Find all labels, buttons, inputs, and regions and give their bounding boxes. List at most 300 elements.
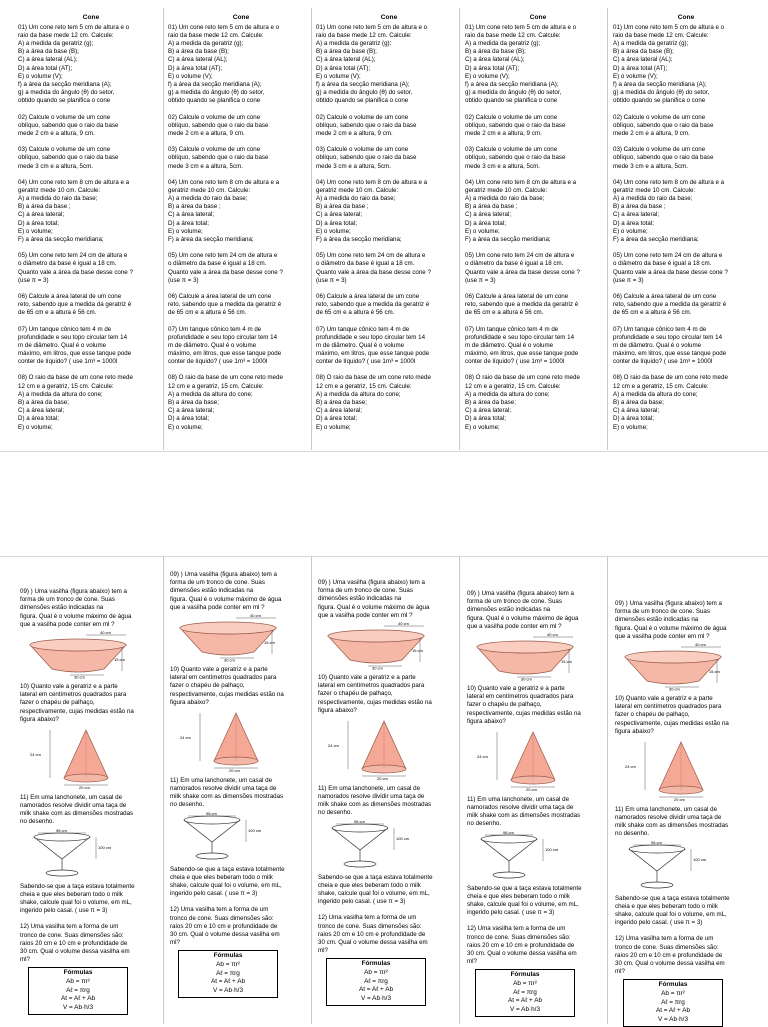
sheet-title: Cone (232, 14, 250, 21)
question-line: 04) Um cone reto tem 8 cm de altura e a (316, 178, 428, 186)
question-line: 07) Um tanque cônico tem 4 m de (613, 325, 707, 333)
question-line: C) a área lateral; (465, 211, 512, 219)
question-line: m de diâmetro. Qual é o volume (613, 341, 702, 349)
milkshake-glass-figure (176, 812, 272, 862)
question-line: E) o volume (V); (613, 72, 658, 80)
question-line: raios 20 cm e 10 cm e profundidade de (318, 930, 426, 938)
question-line: raio da base mede 12 cm. Calcule: (316, 31, 412, 39)
formula-line: Aℓ = πrg (661, 998, 685, 1006)
question-line: C) a área lateral; (168, 211, 215, 219)
question-line: 08) O raio da base de um cone reto mede (18, 374, 133, 382)
question-line: ml? (318, 947, 328, 955)
question-line: 05) Um cone reto tem 24 cm de altura e (316, 252, 426, 260)
question-line: C) a área lateral; (613, 407, 660, 415)
question-block (170, 666, 288, 707)
question-line: reto, sabendo que a medida da geratriz é (168, 301, 282, 309)
formulas-title: Fórmulas (63, 969, 93, 977)
sheet-title: Cone (82, 14, 100, 21)
question-block (465, 114, 611, 139)
height-label: 15 cm (709, 668, 720, 674)
question-line: 12) Uma vasilha tem a forma de um (20, 923, 119, 931)
formulas-box (28, 967, 128, 1014)
question-line: E) o volume; (613, 227, 648, 235)
question-line: 04) Um cone reto tem 8 cm de altura e a (465, 178, 577, 186)
milkshake-glass-figure (473, 831, 569, 881)
top-diameter-label: 40 cm (250, 613, 261, 619)
question-block (613, 114, 759, 139)
question-line: C) a área lateral; (613, 211, 660, 219)
question-line: 02) Calcule o volume de um cone (613, 113, 706, 121)
question-line: 03) Calcule o volume de um cone (316, 146, 409, 154)
question-line: figura. Qual é o volume máximo de água (318, 603, 430, 611)
question-line: dimensões estão indicadas na (170, 587, 254, 595)
top-diameter-label: 98 cm (354, 819, 365, 824)
bowl-rim (477, 641, 573, 653)
question-line: A) a medida da altura do cone; (316, 390, 401, 398)
question-line: 12) Uma vasilha tem a forma de um (318, 914, 417, 922)
question-line: 07) Um tanque cônico tem 4 m de (18, 325, 112, 333)
question-line: 03) Calcule o volume de um cone (465, 146, 558, 154)
question-line: m de diâmetro. Qual é o volume (168, 341, 257, 349)
question-line: fazer o chapéu de palhaço, (467, 701, 542, 709)
question-line: E) o volume (V); (316, 72, 361, 80)
question-line: 11) Em uma lanchonete, um casal de (615, 805, 718, 813)
question-line: 09) ) Uma vasilha (figura abaixo) tem a (170, 571, 277, 578)
question-line: A) a medida do raio da base; (465, 195, 545, 203)
question-line: figura. Qual é o volume máximo de água (170, 595, 282, 603)
question-line: B) a área da base ; (465, 203, 518, 211)
question-line: 12) Uma vasilha tem a forma de um (170, 906, 269, 914)
cone-hat-figure (621, 738, 725, 802)
question-line: figura. Qual é o volume máximo de água (615, 624, 727, 632)
question-line: raios 20 cm e 10 cm e profundidade de (615, 951, 723, 959)
base-label: 20 cm (526, 786, 537, 792)
question-block (465, 24, 611, 106)
question-line: no desenho. (467, 820, 502, 828)
question-line: de 65 cm e a altura é 56 cm. (316, 309, 395, 317)
sheet-title: Cone (677, 14, 695, 21)
question-line: conter de líquido? ( use 1m³ = 1000l (18, 358, 118, 366)
question-line: obtido quando se planifica o cone (18, 97, 111, 105)
question-line: mede 2 cm e a altura, 9 cm. (316, 129, 393, 137)
question-line: 04) Um cone reto tem 8 cm de altura e a (613, 178, 725, 186)
question-line: de 65 cm e a altura é 56 cm. (18, 309, 97, 317)
question-line: máximo, em litros, que esse tanque pode (316, 350, 430, 358)
question-line: reto, sabendo que a medida da geratriz é (613, 301, 727, 309)
question-block (318, 914, 436, 955)
glass-foot (46, 870, 78, 876)
formula-line: At = Aℓ + Ab (358, 986, 394, 994)
bottom-diameter-label: 30 cm (669, 686, 680, 691)
question-line: D) a área total; (18, 415, 59, 423)
question-block (467, 590, 585, 631)
question-block (467, 925, 585, 966)
question-line: 02) Calcule o volume de um cone (18, 113, 111, 121)
question-line: A) a medida do raio da base; (18, 195, 98, 203)
question-line: 06) Calcule a área lateral de um cone (168, 292, 272, 300)
question-line: figura abaixo? (318, 706, 357, 714)
question-block (18, 146, 164, 171)
question-line: A) a medida do raio da base; (316, 195, 396, 203)
question-line: lateral em centímetros quadrados para (467, 693, 574, 701)
question-block (613, 146, 759, 171)
question-block (18, 326, 164, 367)
column-divider (311, 556, 312, 1024)
question-line: A) a medida do raio da base; (168, 195, 248, 203)
formulas-title: Fórmulas (361, 960, 391, 968)
question-block (615, 895, 733, 928)
question-line: tronco de cone. Suas dimensões são: (615, 943, 719, 951)
question-line: 12 cm e a geratriz, 15 cm. Calcule: (316, 382, 412, 390)
question-line: Quanto vale a área da base desse cone ? (613, 268, 728, 276)
question-line: tronco de cone. Suas dimensões são: (318, 922, 422, 930)
question-line: 30 cm. Qual o volume dessa vasilha em (318, 938, 428, 946)
base-label: 20 cm (377, 775, 388, 781)
question-line: 02) Calcule o volume de um cone (316, 113, 409, 121)
formula-line: At = Aℓ + Ab (507, 997, 543, 1005)
question-block (316, 114, 462, 139)
question-line: 12 cm e a geratriz, 15 cm. Calcule: (465, 382, 561, 390)
top-diameter-label: 40 cm (547, 632, 558, 638)
formulas-title: Fórmulas (213, 952, 243, 960)
question-line: ml? (615, 968, 625, 976)
question-line: fazer o chapéu de palhaço, (318, 690, 393, 698)
question-line: 10) Quanto vale a geratriz e a parte (615, 694, 713, 702)
question-line: D) a área total; (168, 219, 209, 227)
question-line: 12) Uma vasilha tem a forma de um (615, 935, 714, 943)
formula-line: At = Aℓ + Ab (60, 995, 96, 1003)
question-block (20, 588, 138, 629)
question-line: ml? (170, 939, 180, 947)
bowl-frustum-figure (26, 631, 130, 679)
question-block (316, 293, 462, 318)
question-line: cheia e que eles beberam todo o milk (318, 881, 421, 889)
question-line: E) o volume; (18, 423, 53, 431)
question-line: D) a área total; (465, 219, 506, 227)
question-line: 10) Quanto vale a geratriz e a parte (170, 665, 268, 673)
question-line: tronco de cone. Suas dimensões são: (20, 931, 124, 939)
question-line: B) a área da base ; (168, 203, 221, 211)
question-block (613, 24, 759, 106)
question-line: raio da base mede 12 cm. Calcule: (18, 31, 114, 39)
question-line: 09) ) Uma vasilha (figura abaixo) tem a (318, 579, 425, 586)
question-line: oblíquo, sabendo que o raio da base (465, 121, 566, 129)
height-label: 100 cm (396, 835, 410, 841)
question-line: E) o volume; (18, 227, 53, 235)
question-line: shake, calcule qual foi o volume, em mL, (467, 901, 579, 908)
question-block (20, 923, 138, 964)
formulas-title: Fórmulas (658, 981, 688, 989)
question-line: 07) Um tanque cônico tem 4 m de (316, 325, 410, 333)
question-block (467, 796, 585, 829)
question-line: A) a medida da altura do cone; (18, 390, 103, 398)
question-line: D) a área total (AT); (465, 64, 520, 72)
question-line: m de diâmetro. Qual é o volume (465, 341, 554, 349)
question-line: dimensões estão indicadas na (467, 606, 551, 614)
cone-hat-figure (324, 717, 428, 781)
question-line: 03) Calcule o volume de um cone (613, 146, 706, 154)
formula-line: V = Ab·h/3 (62, 1003, 94, 1011)
question-block (18, 24, 164, 106)
milkshake-glass-figure (26, 829, 122, 879)
height-label: 15 cm (412, 647, 423, 653)
question-line: conter de líquido? ( use 1m³ = 1000l (465, 358, 565, 366)
top-column (613, 14, 759, 440)
question-line: E) o volume; (613, 423, 648, 431)
question-line: 08) O raio da base de um cone reto mede (316, 374, 431, 382)
question-line: B) a área da base (B); (168, 48, 229, 56)
question-line: o diâmetro da base é igual a 18 cm. (316, 260, 415, 268)
question-block (170, 777, 288, 810)
question-line: geratriz mede 10 cm. Calcule: (613, 186, 696, 194)
question-line: B) a área da base ; (316, 203, 369, 211)
question-line: B) a área da base; (168, 399, 219, 407)
question-line: máximo, em litros, que esse tanque pode (168, 350, 282, 358)
question-line: E) o volume; (168, 227, 203, 235)
question-line: 04) Um cone reto tem 8 cm de altura e a (18, 178, 130, 186)
question-line: geratriz mede 10 cm. Calcule: (316, 186, 399, 194)
question-line: lateral em centímetros quadrados para (170, 674, 277, 682)
question-line: geratriz mede 10 cm. Calcule: (18, 186, 101, 194)
top-column (465, 14, 611, 440)
question-line: que a vasilha pode conter em ml ? (20, 620, 115, 628)
glass-rim (34, 833, 90, 841)
height-label: 100 cm (98, 844, 112, 850)
question-line: A) a medida da altura do cone; (613, 390, 698, 398)
question-line: raio da base mede 12 cm. Calcule: (465, 31, 561, 39)
question-line: g) a medida do ângulo (θ) do setor, (465, 89, 562, 97)
question-line: D) a área total; (613, 415, 654, 423)
question-line: forma de um tronco de cone. Suas (20, 596, 115, 604)
question-line: g) a medida do ângulo (θ) do setor, (613, 89, 710, 97)
question-line: namorados resolve dividir uma taça de (467, 804, 574, 812)
question-line: reto, sabendo que a medida da geratriz é (18, 301, 132, 309)
question-line: figura abaixo? (20, 715, 59, 723)
question-line: respectivamente, cujas medidas estão na (467, 709, 581, 717)
question-line: reto, sabendo que a medida da geratriz é (316, 301, 430, 309)
question-line: B) a área da base (B); (316, 48, 377, 56)
question-line: 01) Um cone reto tem 5 cm de altura e o (613, 23, 725, 31)
question-line: 12 cm e a geratriz, 15 cm. Calcule: (18, 382, 114, 390)
question-line: C) a área lateral (AL); (613, 56, 673, 64)
question-line: oblíquo, sabendo que o raio da base (18, 154, 119, 162)
question-block (20, 883, 138, 916)
formulas-box (178, 950, 278, 997)
question-line: obtido quando se planifica o cone (168, 97, 261, 105)
question-line: F) a área da secção meridiana; (18, 236, 104, 244)
question-line: D) a área total (AT); (316, 64, 371, 72)
question-block (18, 179, 164, 245)
top-diameter-label: 98 cm (651, 840, 662, 845)
question-line: C) a área lateral; (316, 407, 363, 415)
question-block (316, 24, 462, 106)
question-line: no desenho. (318, 809, 353, 817)
question-block (318, 785, 436, 818)
question-block (316, 326, 462, 367)
question-line: respectivamente, cujas medidas estão na (170, 690, 284, 698)
formulas-box (326, 958, 426, 1005)
question-line: Sabendo-se que a taça estava totalmente (170, 865, 285, 873)
question-line: C) a área lateral (AL); (18, 56, 78, 64)
question-block (465, 293, 611, 318)
question-line: raios 20 cm e 10 cm e profundidade de (467, 941, 575, 949)
question-line: lateral em centímetros quadrados para (615, 703, 722, 711)
milkshake-glass-figure (324, 820, 420, 870)
question-line: D) a área total (AT); (168, 64, 223, 72)
question-line: 11) Em uma lanchonete, um casal de (20, 793, 123, 801)
glass-foot (641, 882, 673, 888)
height-label: 100 cm (693, 856, 707, 862)
question-line: conter de líquido? ( use 1m³ = 1000l (316, 358, 416, 366)
question-line: mede 3 cm e a altura, 5cm. (316, 162, 391, 170)
question-block (465, 146, 611, 171)
question-line: Quanto vale a área da base desse cone ? (168, 268, 283, 276)
question-block (316, 374, 462, 431)
question-line: B) a área da base (B); (465, 48, 526, 56)
question-line: E) o volume; (316, 227, 351, 235)
question-block (318, 579, 436, 620)
question-line: dimensões estão indicadas na (615, 616, 699, 624)
question-line: o diâmetro da base é igual a 18 cm. (613, 260, 712, 268)
question-line: figura. Qual é o volume máximo de água (467, 614, 579, 622)
height-label: 24 cm (625, 763, 636, 769)
question-line: f) a área da secção meridiana (A); (18, 81, 112, 89)
question-line: f) a área da secção meridiana (A); (316, 81, 410, 89)
column-divider (607, 556, 608, 1024)
glass-foot (196, 853, 228, 859)
formula-line: Ab = πr² (513, 979, 537, 987)
question-line: figura abaixo? (170, 698, 209, 706)
question-line: lateral em centímetros quadrados para (318, 682, 425, 690)
question-line: cheia e que eles beberam todo o milk (170, 873, 273, 881)
question-line: profundidade e seu topo circular tem 14 (18, 333, 128, 341)
glass-rim (629, 845, 685, 853)
question-line: D) a área total; (316, 219, 357, 227)
glass-foot (344, 861, 376, 867)
question-block (465, 326, 611, 367)
question-block (316, 146, 462, 171)
question-block (615, 935, 733, 976)
question-block (170, 571, 288, 612)
question-line: E) o volume (V); (465, 72, 510, 80)
question-line: 11) Em uma lanchonete, um casal de (170, 776, 273, 784)
question-line: obtido quando se planifica o cone (316, 97, 409, 105)
top-diameter-label: 40 cm (695, 642, 706, 648)
question-block (170, 906, 288, 947)
question-line: E) o volume; (168, 423, 203, 431)
bowl-rim (625, 651, 721, 663)
question-line: forma de um tronco de cone. Suas (318, 587, 413, 595)
question-line: conter de líquido? ( use 1m³ = 1000l (613, 358, 713, 366)
question-line: 11) Em uma lanchonete, um casal de (318, 784, 421, 792)
question-line: g) a medida do ângulo (θ) do setor, (168, 89, 265, 97)
top-diameter-label: 98 cm (206, 811, 217, 816)
question-block (168, 146, 314, 171)
formula-line: Aℓ = πrg (66, 986, 90, 994)
question-line: profundidade e seu topo circular tem 14 (168, 333, 278, 341)
question-line: 02) Calcule o volume de um cone (168, 113, 261, 121)
question-line: (use π = 3) (168, 276, 199, 284)
top-column (18, 14, 164, 440)
base-label: 20 cm (79, 784, 90, 790)
question-line: 08) O raio da base de um cone reto mede (613, 374, 728, 382)
question-line: ingerido pelo casal. ( use π = 3) (467, 909, 555, 917)
question-block (18, 252, 164, 285)
formula-line: At = Aℓ + Ab (210, 978, 246, 986)
question-line: E) o volume; (465, 423, 500, 431)
question-block (168, 374, 314, 431)
question-line: milk shake com as dimensões mostradas (467, 812, 581, 820)
bottom-column (20, 588, 138, 1015)
question-line: que a vasilha pode conter em ml ? (467, 622, 562, 630)
question-line: namorados resolve dividir uma taça de (20, 802, 127, 810)
question-line: máximo, em litros, que esse tanque pode (18, 350, 132, 358)
question-line: 06) Calcule a área lateral de um cone (465, 292, 569, 300)
question-line: 08) O raio da base de um cone reto mede (465, 374, 580, 382)
question-block (465, 374, 611, 431)
question-line: de 65 cm e a altura é 56 cm. (168, 309, 247, 317)
question-block (613, 252, 759, 285)
question-block (316, 179, 462, 245)
question-line: máximo, em litros, que esse tanque pode (613, 350, 727, 358)
question-block (465, 252, 611, 285)
question-line: mede 3 cm e a altura, 5cm. (613, 162, 688, 170)
question-block (613, 293, 759, 318)
question-line: Sabendo-se que a taça estava totalmente (467, 884, 582, 892)
question-line: 01) Um cone reto tem 5 cm de altura e o (465, 23, 577, 31)
question-line: Sabendo-se que a taça estava totalmente (318, 873, 433, 881)
question-line: 11) Em uma lanchonete, um casal de (467, 795, 570, 803)
question-line: namorados resolve dividir uma taça de (318, 793, 425, 801)
question-block (18, 114, 164, 139)
top-diameter-label: 98 cm (56, 828, 67, 833)
formula-line: Ab = πr² (66, 977, 90, 985)
question-line: figura. Qual é o volume máximo de água (20, 612, 132, 620)
question-line: shake, calcule qual foi o volume, em mL, (615, 911, 727, 918)
question-line: shake, calcule qual foi o volume, em mL, (20, 899, 132, 906)
question-block (615, 806, 733, 839)
question-line: B) a área da base (B); (613, 48, 674, 56)
question-line: 10) Quanto vale a geratriz e a parte (467, 684, 565, 692)
question-line: profundidade e seu topo circular tem 14 (613, 333, 723, 341)
question-line: oblíquo, sabendo que o raio da base (168, 154, 269, 162)
question-line: A) a medida da altura do cone; (168, 390, 253, 398)
question-line: oblíquo, sabendo que o raio da base (316, 154, 417, 162)
question-line: g) a medida do ângulo (θ) do setor, (18, 89, 115, 97)
question-line: máximo, em litros, que esse tanque pode (465, 350, 579, 358)
question-line: o diâmetro da base é igual a 18 cm. (168, 260, 267, 268)
question-line: 06) Calcule a área lateral de um cone (613, 292, 717, 300)
question-line: E) o volume (V); (18, 72, 63, 80)
top-diameter-label: 40 cm (398, 621, 409, 627)
question-line: F) a área da secção meridiana; (316, 236, 402, 244)
question-line: 08) O raio da base de um cone reto mede (168, 374, 283, 382)
question-line: respectivamente, cujas medidas estão na (318, 698, 432, 706)
bowl-frustum-figure (176, 614, 280, 662)
question-line: fazer o chapéu de palhaço, (615, 711, 690, 719)
question-line: que a vasilha pode conter em ml ? (318, 611, 413, 619)
question-line: (use π = 3) (316, 276, 347, 284)
question-line: E) o volume; (465, 227, 500, 235)
question-line: figura abaixo? (467, 717, 506, 725)
question-block (168, 252, 314, 285)
bottom-diameter-label: 30 cm (521, 676, 532, 681)
top-diameter-label: 40 cm (100, 630, 111, 636)
page-divider (0, 451, 768, 452)
question-line: 30 cm. Qual o volume dessa vasilha em (170, 930, 280, 938)
question-line: 12) Uma vasilha tem a forma de um (467, 925, 566, 933)
question-line: profundidade e seu topo circular tem 14 (316, 333, 426, 341)
